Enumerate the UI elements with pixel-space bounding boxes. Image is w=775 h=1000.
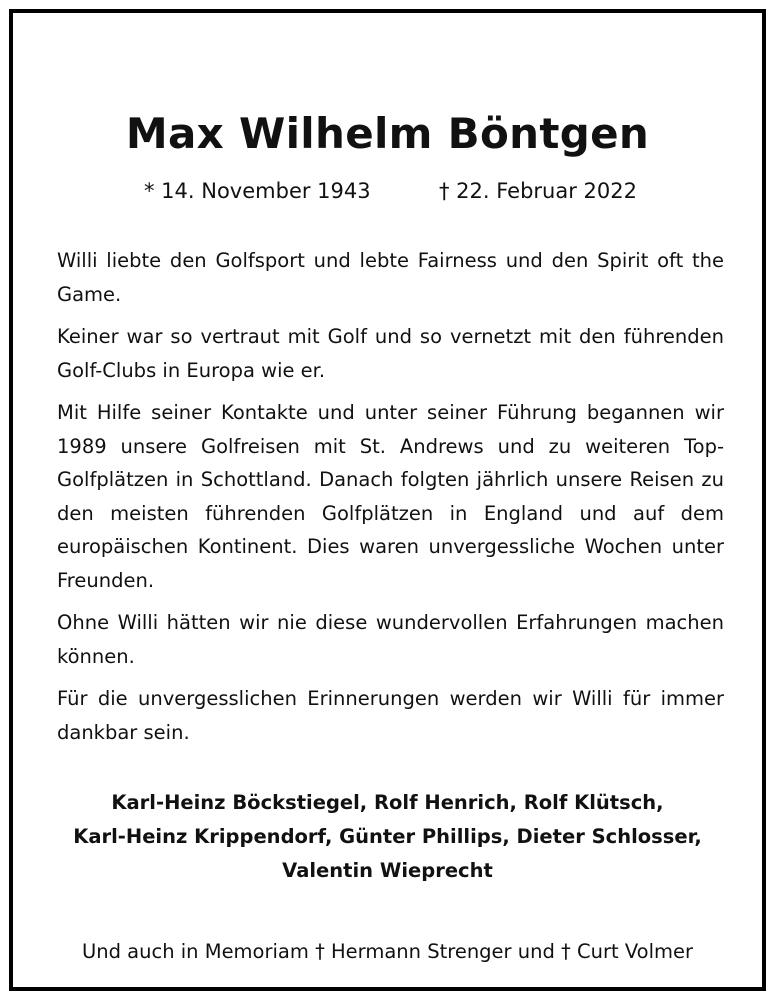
signers-line: Karl-Heinz Böckstiegel, Rolf Henrich, Rolf Klütsch, (111, 791, 664, 814)
paragraph: Mit Hilfe seiner Kontakte und unter seiner Führung begannen wir 1989 unsere Golfreisen mit St. Andrews und zu weiteren Top-Golfplätzen in Schottland. Danach folgten jährlich unsere Reisen zu den meisten führenden Golfplätzen in England und auf dem europäischen Kontinent. Dies waren unvergessliche Wochen unter Freunden. (57, 401, 724, 592)
obituary-text (57, 244, 724, 758)
signers-line: Karl-Heinz Krippendorf, Günter Phillips, Dieter Schlosser, (73, 825, 702, 848)
death-date: † 22. Februar 2022 (439, 179, 637, 203)
deceased-name: Max Wilhelm Böntgen (125, 109, 650, 158)
obituary-frame (9, 9, 766, 991)
signers-line: Valentin Wieprecht (282, 859, 493, 882)
paragraph: Willi liebte den Golfsport und lebte Fairness und den Spirit oft the Game. (57, 249, 724, 306)
paragraph: Für die unvergesslichen Erinnerungen werden wir Willi für immer dankbar sein. (57, 687, 724, 744)
memoriam-line: Und auch in Memoriam † Hermann Strenger und † Curt Volmer (81, 940, 694, 963)
paragraph: Ohne Willi hätten wir nie diese wundervollen Erfahrungen machen können. (57, 611, 724, 668)
paragraph: Keiner war so vertraut mit Golf und so vernetzt mit den führenden Golf-Clubs in Europa wie er. (57, 325, 724, 382)
birth-date: * 14. November 1943 (144, 179, 371, 203)
signers-block (33, 786, 742, 888)
